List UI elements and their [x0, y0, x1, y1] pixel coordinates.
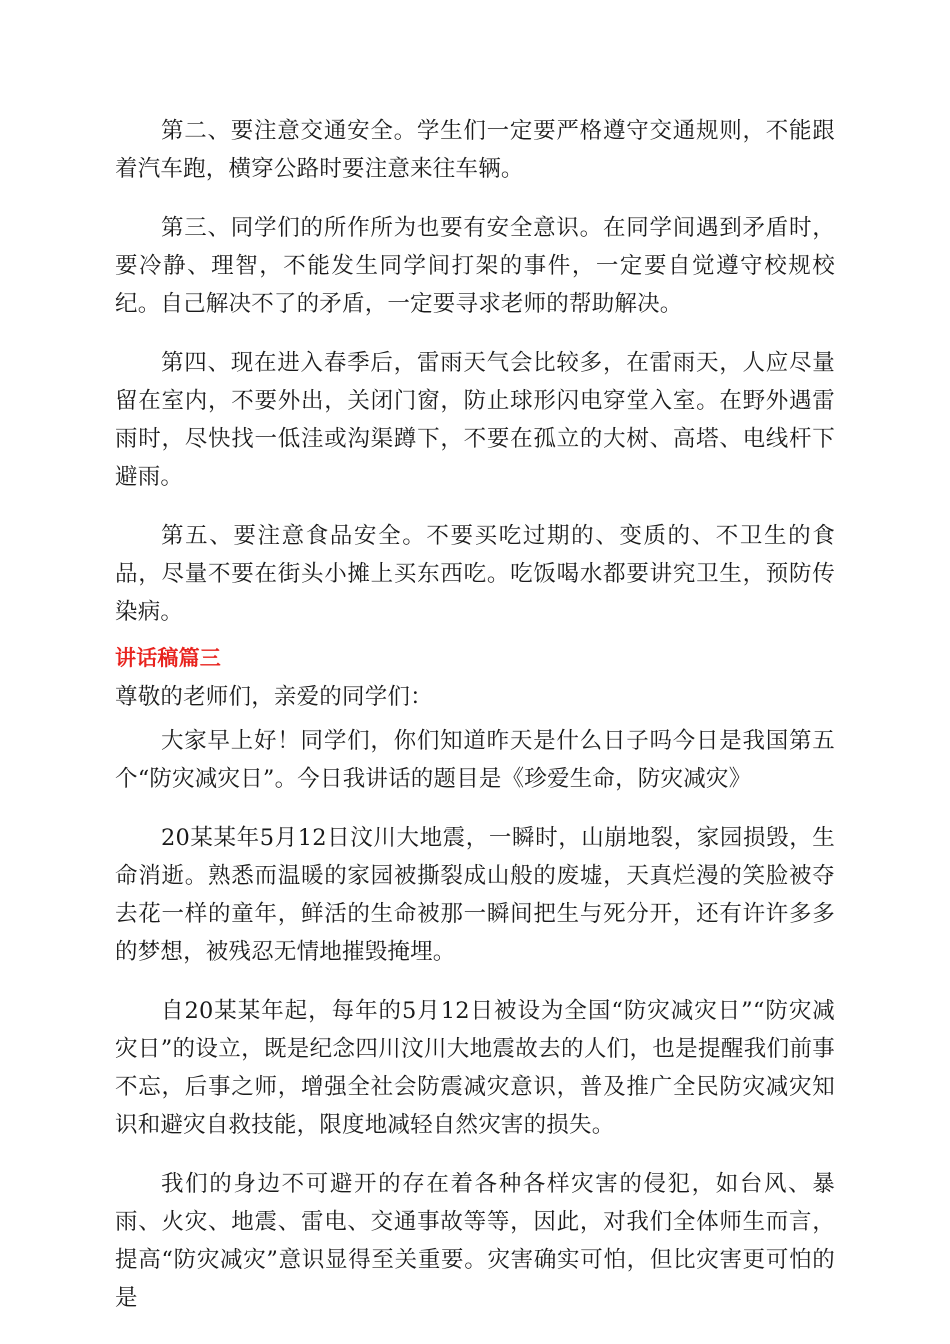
paragraph-awareness: 我们的身边不可避开的存在着各种各样灾害的侵犯，如台风、暴雨、火灾、地震、雷电、交通事故等等，因此，对我们全体师生而言，提高“防灾减灾”意识显得至关重要。灾害确实可怕，但比灾害更可怕的是: [115, 1171, 835, 1311]
document-body: [115, 112, 835, 1338]
salutation: 尊敬的老师们，亲爱的同学们：: [115, 684, 433, 710]
paragraph-food-safety: 第五、要注意食品安全。不要买吃过期的、变质的、不卫生的食品，尽量不要在街头小摊上买东西吃。吃饭喝水都要讲究卫生，预防传染病。: [115, 523, 835, 625]
paragraph-traffic-safety: 第二、要注意交通安全。学生们一定要严格遵守交通规则，不能跟着汽车跑，横穿公路时要注意来往车辆。: [115, 118, 835, 182]
paragraph-earthquake: 20某某年5月12日汶川大地震，一瞬时，山崩地裂，家园损毁，生命消逝。熟悉而温暖的家园被撕裂成山般的废墟，天真烂漫的笑脸被夺去花一样的童年，鲜活的生命被那一瞬间把生与死分开，还有许许多多的梦想，被残忍无情地摧毁掩埋。: [115, 825, 835, 965]
section-heading: 讲话稿篇三: [115, 646, 221, 670]
paragraph-thunderstorm-safety: 第四、现在进入春季后，雷雨天气会比较多，在雷雨天，人应尽量留在室内，不要外出，关闭门窗，防止球形闪电穿堂入室。在野外遇雷雨时，尽快找一低洼或沟渠蹲下，不要在孤立的大树、高塔、电线杆下避雨。: [115, 350, 835, 490]
paragraph-conduct-safety: 第三、同学们的所作所为也要有安全意识。在同学间遇到矛盾时，要冷静、理智，不能发生同学间打架的事件，一定要自觉遵守校规校纪。自己解决不了的矛盾，一定要寻求老师的帮助解决。: [115, 215, 835, 317]
paragraph-disaster-day: 自20某某年起，每年的5月12日被设为全国“防灾减灾日”“防灾减灾日”的设立，既是纪念四川汶川大地震故去的人们，也是提醒我们前事不忘，后事之师，增强全社会防震减灾意识，普及推广全民防灾减灾知识和避灾自救技能，限度地减轻自然灾害的损失。: [115, 998, 835, 1138]
paragraph-greeting: 大家早上好！同学们，你们知道昨天是什么日子吗今日是我国第五个“防灾减灾日”。今日我讲话的题目是《珍爱生命，防灾减灾》: [115, 728, 835, 792]
